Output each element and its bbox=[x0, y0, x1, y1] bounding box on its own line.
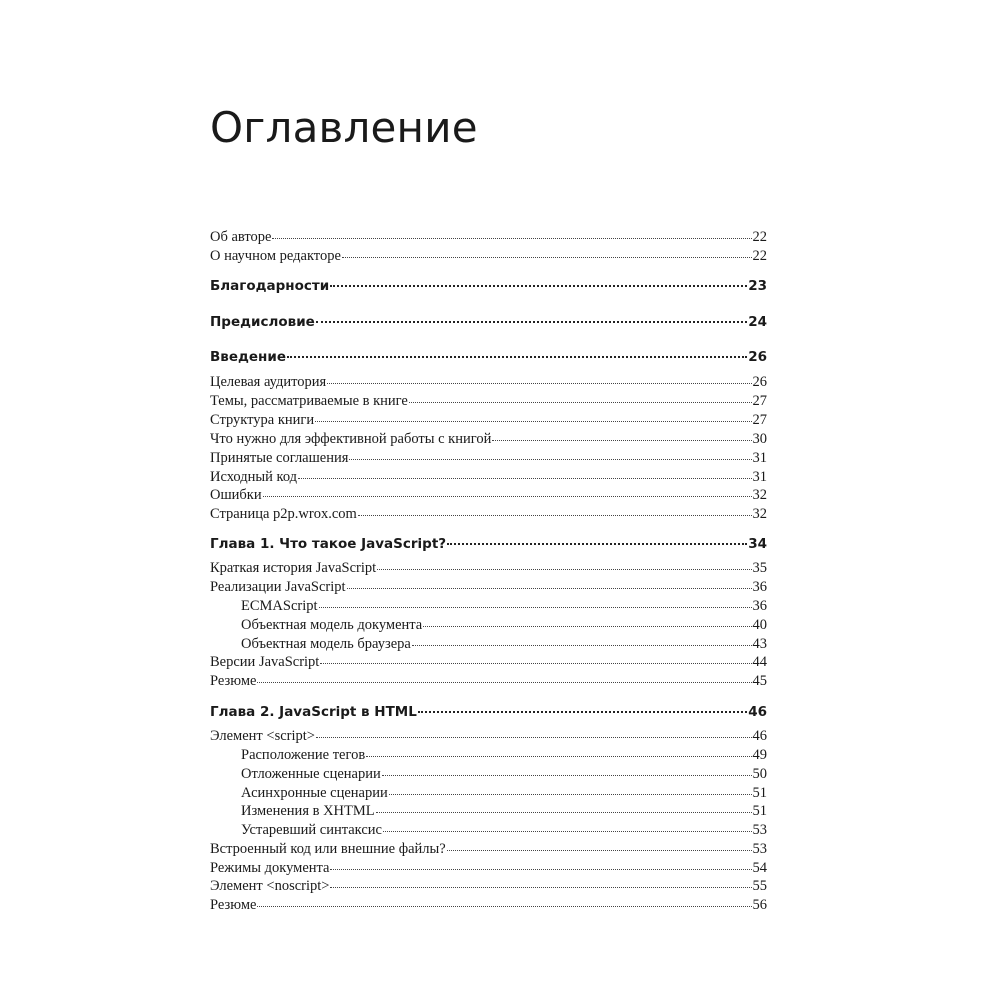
toc-entry-label: Об авторе bbox=[210, 229, 272, 245]
dot-leader bbox=[366, 756, 751, 757]
toc-entry-page: 46 bbox=[748, 704, 767, 720]
toc-entry-label: Встроенный код или внешние файлы? bbox=[210, 841, 446, 857]
toc-entry-page: 46 bbox=[752, 728, 767, 744]
toc-entry-page: 26 bbox=[752, 374, 767, 390]
dot-leader bbox=[409, 402, 752, 403]
toc-entry-page: 43 bbox=[752, 636, 767, 652]
toc-entry bbox=[210, 727, 767, 746]
dot-leader bbox=[447, 850, 752, 851]
toc-entry-label: Темы, рассматриваемые в книге bbox=[210, 393, 408, 409]
toc-entry-page: 56 bbox=[752, 897, 767, 913]
toc-entry-page: 53 bbox=[752, 822, 767, 838]
toc-entry-label: Целевая аудитория bbox=[210, 374, 327, 390]
toc-entry-page: 24 bbox=[748, 314, 767, 330]
toc-entry-page: 51 bbox=[752, 785, 767, 801]
toc-entry bbox=[210, 468, 767, 487]
toc-entry-label: Резюме bbox=[210, 897, 257, 913]
toc-entry-page: 30 bbox=[752, 431, 767, 447]
dot-leader bbox=[257, 906, 751, 907]
toc-entry-label: Версии JavaScript bbox=[210, 654, 320, 670]
toc-subentry bbox=[210, 765, 767, 784]
toc-section-heading bbox=[210, 312, 767, 332]
toc-entry bbox=[210, 559, 767, 578]
dot-leader bbox=[389, 794, 752, 795]
toc-entry-page: 55 bbox=[752, 878, 767, 894]
dot-leader bbox=[412, 645, 752, 646]
toc-subentry bbox=[210, 597, 767, 616]
toc-subentry bbox=[210, 635, 767, 654]
toc-entry bbox=[210, 505, 767, 524]
toc-entry bbox=[210, 653, 767, 672]
toc-entry-page: 53 bbox=[752, 841, 767, 857]
toc-entry-label: Ошибки bbox=[210, 487, 262, 503]
dot-leader bbox=[383, 831, 752, 832]
toc-section-heading bbox=[210, 276, 767, 296]
toc-entry-page: 27 bbox=[752, 412, 767, 428]
toc-entry-label: Краткая история JavaScript bbox=[210, 560, 377, 576]
toc-entry bbox=[210, 486, 767, 505]
toc-entry-page: 36 bbox=[752, 579, 767, 595]
toc-entry-page: 27 bbox=[752, 393, 767, 409]
toc-subentry bbox=[210, 802, 767, 821]
toc-entry-label: Структура книги bbox=[210, 412, 315, 428]
toc-entry bbox=[210, 411, 767, 430]
dot-leader bbox=[319, 607, 752, 608]
toc-entry-label: О научном редакторе bbox=[210, 248, 341, 264]
dot-leader bbox=[330, 285, 747, 287]
dot-leader bbox=[423, 626, 751, 627]
toc-entry bbox=[210, 896, 767, 915]
toc-entry bbox=[210, 392, 767, 411]
toc-entry bbox=[210, 430, 767, 449]
toc-entry-page: 45 bbox=[752, 673, 767, 689]
dot-leader bbox=[315, 421, 751, 422]
toc-chapter-heading bbox=[210, 534, 767, 554]
toc-entry-page: 32 bbox=[752, 506, 767, 522]
toc-entry bbox=[210, 877, 767, 896]
toc-entry-page: 51 bbox=[752, 803, 767, 819]
dot-leader bbox=[330, 869, 751, 870]
dot-leader bbox=[347, 588, 752, 589]
toc-entry-label: Изменения в XHTML bbox=[241, 803, 375, 819]
toc-entry-label: Что нужно для эффективной работы с книгой bbox=[210, 431, 492, 447]
toc-entry bbox=[210, 373, 767, 392]
toc-chapter-heading bbox=[210, 702, 767, 722]
dot-leader bbox=[492, 440, 751, 441]
dot-leader bbox=[330, 887, 751, 888]
dot-leader bbox=[316, 737, 752, 738]
toc-entry-page: 32 bbox=[752, 487, 767, 503]
dot-leader bbox=[376, 812, 752, 813]
toc-entry-label: Элемент <script> bbox=[210, 728, 315, 744]
toc-entry-label: Предисловие bbox=[210, 314, 315, 330]
toc-entry bbox=[210, 840, 767, 859]
toc-entry-label: Принятые соглашения bbox=[210, 450, 349, 466]
dot-leader bbox=[418, 711, 747, 713]
toc-entry-label: Устаревший синтаксис bbox=[241, 822, 382, 838]
toc-entry-page: 23 bbox=[748, 278, 767, 294]
dot-leader bbox=[257, 682, 751, 683]
toc-entry-label: Введение bbox=[210, 349, 286, 365]
toc-entry-label: Элемент <noscript> bbox=[210, 878, 330, 894]
page-title: Оглавление bbox=[210, 103, 478, 152]
toc-entry-label: Объектная модель документа bbox=[241, 617, 423, 633]
toc-section-heading bbox=[210, 347, 767, 367]
toc-entry-page: 22 bbox=[752, 248, 767, 264]
toc-entry-label: Резюме bbox=[210, 673, 257, 689]
dot-leader bbox=[382, 775, 752, 776]
toc-entry bbox=[210, 449, 767, 468]
toc-subentry bbox=[210, 784, 767, 803]
toc-entry-label: Благодарности bbox=[210, 278, 330, 294]
toc-entry-label: Исходный код bbox=[210, 469, 298, 485]
dot-leader bbox=[358, 515, 752, 516]
dot-leader bbox=[342, 257, 752, 258]
dot-leader bbox=[298, 478, 751, 479]
dot-leader bbox=[287, 356, 747, 358]
toc-entry-label: Реализации JavaScript bbox=[210, 579, 346, 595]
dot-leader bbox=[316, 321, 747, 323]
toc-entry-page: 22 bbox=[752, 229, 767, 245]
dot-leader bbox=[377, 569, 751, 570]
dot-leader bbox=[349, 459, 751, 460]
toc-entry-page: 36 bbox=[752, 598, 767, 614]
toc-entry-page: 49 bbox=[752, 747, 767, 763]
toc-entry bbox=[210, 228, 767, 247]
toc-entry-label: Асинхронные сценарии bbox=[241, 785, 388, 801]
dot-leader bbox=[320, 663, 751, 664]
toc-entry-label: Режимы документа bbox=[210, 860, 330, 876]
toc-entry-page: 35 bbox=[752, 560, 767, 576]
toc-entry-page: 50 bbox=[752, 766, 767, 782]
toc-subentry bbox=[210, 746, 767, 765]
toc-subentry bbox=[210, 821, 767, 840]
toc-entry-page: 40 bbox=[752, 617, 767, 633]
toc-entry-page: 34 bbox=[748, 536, 767, 552]
toc-entry-page: 44 bbox=[752, 654, 767, 670]
toc-entry-label: Страница p2p.wrox.com bbox=[210, 506, 357, 522]
toc-entry bbox=[210, 672, 767, 691]
toc-entry-page: 26 bbox=[748, 349, 767, 365]
toc-entry-page: 31 bbox=[752, 450, 767, 466]
toc-entry bbox=[210, 859, 767, 878]
toc-entry-label: Глава 1. Что такое JavaScript? bbox=[210, 536, 447, 552]
toc-entry-page: 31 bbox=[752, 469, 767, 485]
toc-entry-label: ECMAScript bbox=[241, 598, 318, 614]
toc-subentry bbox=[210, 616, 767, 635]
toc-entry-page: 54 bbox=[752, 860, 767, 876]
dot-leader bbox=[272, 238, 751, 239]
toc-entry-label: Расположение тегов bbox=[241, 747, 366, 763]
toc-entry-label: Отложенные сценарии bbox=[241, 766, 381, 782]
toc-entry bbox=[210, 247, 767, 266]
toc-entry bbox=[210, 578, 767, 597]
toc-entry-label: Объектная модель браузера bbox=[241, 636, 411, 652]
dot-leader bbox=[447, 543, 747, 545]
toc-entry-label: Глава 2. JavaScript в HTML bbox=[210, 704, 417, 720]
dot-leader bbox=[327, 383, 751, 384]
dot-leader bbox=[263, 496, 752, 497]
